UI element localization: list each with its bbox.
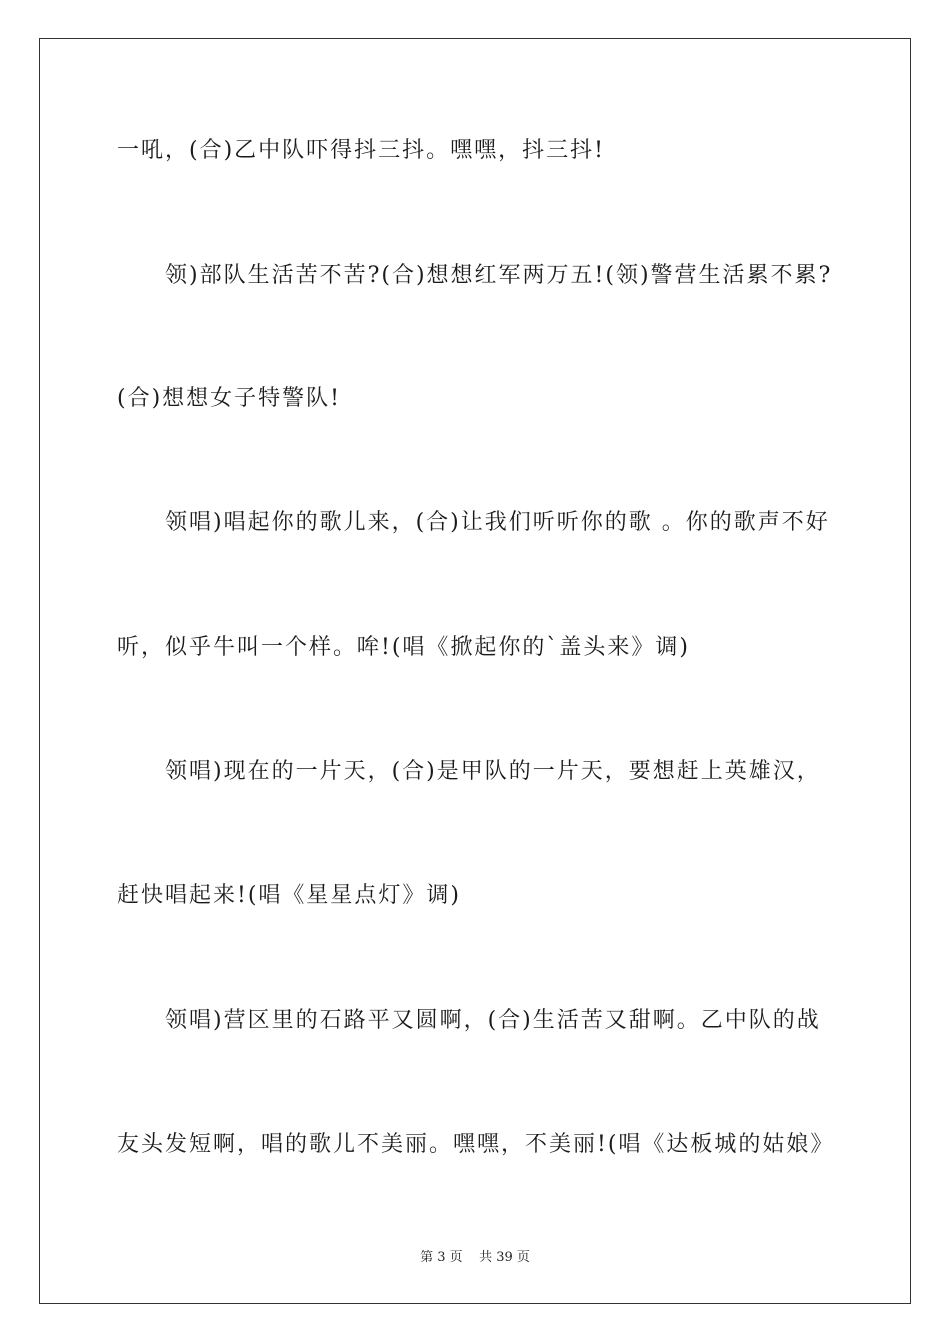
text-line-3: (合)想想女子特警队! [117, 386, 342, 411]
page-border [39, 38, 911, 1304]
text-line-5: 听，似乎牛叫一个样。哞!(唱《掀起你的`盖头来》调) [117, 635, 691, 660]
text-line-9: 友头发短啊，唱的歌儿不美丽。嘿嘿，不美丽!(唱《达板城的姑娘》 [117, 1132, 835, 1157]
text-line-1: 一吼，(合)乙中队吓得抖三抖。嘿嘿，抖三抖! [117, 138, 606, 163]
text-line-4: 领唱)唱起你的歌儿来，(合)让我们听听你的歌 。你的歌声不好 [165, 510, 830, 535]
text-line-8: 领唱)营区里的石路平又圆啊，(合)生活苦又甜啊。乙中队的战 [165, 1008, 821, 1033]
text-line-2: 领)部队生活苦不苦?(合)想想红军两万五!(领)警营生活累不累? [165, 263, 833, 288]
page-number-footer: 第 3 页 共 39 页 [420, 1250, 530, 1265]
text-line-7: 赶快唱起来!(唱《星星点灯》调) [117, 883, 462, 908]
text-line-6: 领唱)现在的一片天，(合)是甲队的一片天，要想赶上英雄汉， [165, 759, 821, 784]
